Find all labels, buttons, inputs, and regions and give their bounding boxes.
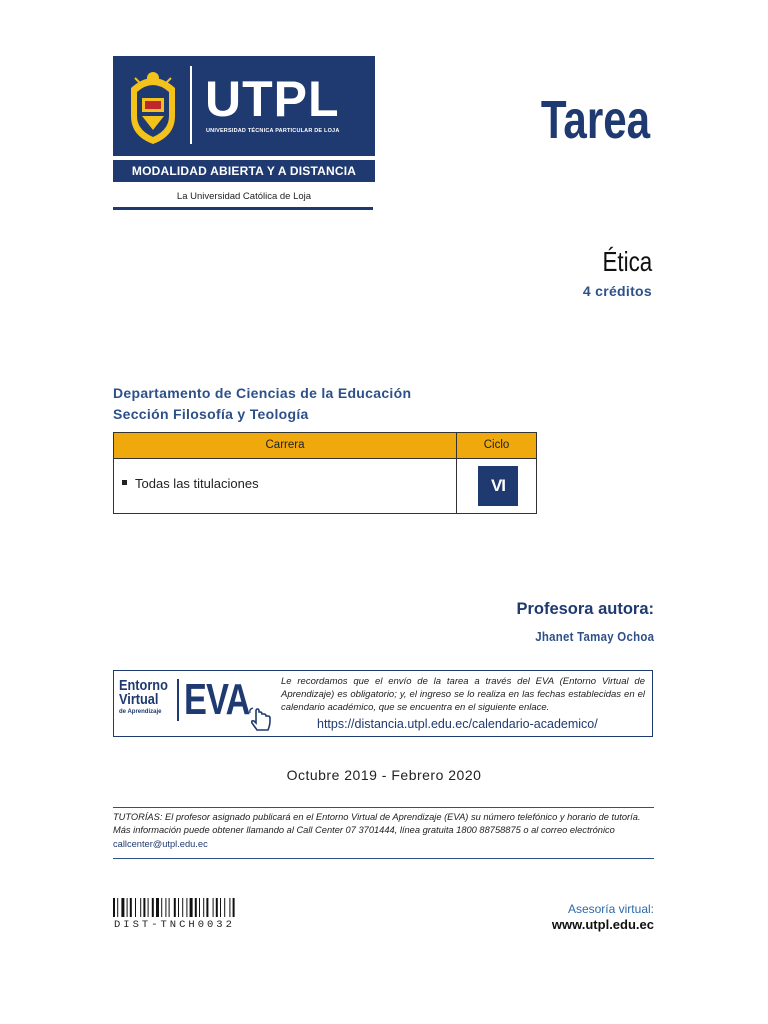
barcode-bar <box>165 898 166 917</box>
barcode-bar <box>233 898 235 917</box>
barcode-bar <box>190 898 193 917</box>
table-header-career: Carrera <box>114 433 457 459</box>
career-list-item <box>122 476 259 491</box>
barcode-bar <box>143 898 145 917</box>
career-label: Todas las titulaciones <box>135 476 259 491</box>
barcode-bar <box>216 898 218 917</box>
table-header-cycle: Ciclo <box>457 433 536 459</box>
barcode-bar <box>140 898 141 917</box>
utpl-shield-icon <box>125 66 181 146</box>
department-name: Departamento de Ciencias de la Educación <box>113 385 412 401</box>
calendar-link[interactable]: https://distancia.utpl.edu.ec/calendario-academico/ <box>317 717 598 731</box>
barcode-bar <box>195 898 197 917</box>
barcode-bar <box>220 898 221 917</box>
barcode-bar <box>182 898 183 917</box>
barcode-bar <box>130 898 132 917</box>
eva-notice <box>113 670 653 737</box>
subject-credits: 4 créditos <box>582 283 652 299</box>
barcode-code: DIST-TNCH0032 <box>114 919 235 931</box>
bullet-icon <box>122 480 127 485</box>
logo-subtitle: UNIVERSIDAD TÉCNICA PARTICULAR DE LOJA <box>206 128 340 134</box>
eva-divider <box>177 679 179 721</box>
callcenter-email-link[interactable]: callcenter@utpl.edu.ec <box>113 839 208 849</box>
barcode-bar <box>186 898 187 917</box>
barcode-bar <box>199 898 200 917</box>
barcode-bar <box>148 898 149 917</box>
department-section: Sección Filosofía y Teología <box>113 406 309 422</box>
barcode-bar <box>117 898 118 917</box>
barcode-bar <box>169 898 170 917</box>
barcode-bar <box>156 898 159 917</box>
barcode-bar <box>229 898 230 917</box>
eva-virtual-label: Virtual <box>119 691 159 708</box>
catolica-tagline: La Universidad Católica de Loja <box>176 191 312 202</box>
tutorias-text: TUTORÍAS: El profesor asignado publicará en el Entorno Virtual de Aprendizaje (EVA) su número telefónico y horario de tutoría. Más información puede obtener llamando al Call Center 07 3701444, línea gratuita 1800 88758875 o al correo electrónico <box>113 812 641 835</box>
barcode <box>113 898 263 918</box>
barcode-bar <box>135 898 136 917</box>
barcode-bar <box>213 898 214 917</box>
barcode-bar <box>174 898 176 917</box>
barcode-bar <box>203 898 204 917</box>
divider-bottom <box>113 858 654 859</box>
barcode-bar <box>113 898 115 917</box>
cycle-badge: VI <box>478 466 518 506</box>
eva-logo-word: EVA <box>184 675 250 724</box>
asesoria-label: Asesoría virtual: <box>567 902 654 916</box>
page-title: Tarea <box>540 90 650 150</box>
author-label: Profesora autora: <box>516 600 654 618</box>
website-link[interactable]: www.utpl.edu.ec <box>551 917 654 932</box>
barcode-bar <box>224 898 225 917</box>
barcode-bar <box>121 898 124 917</box>
logo-underline <box>113 207 373 210</box>
pointing-hand-icon <box>248 707 274 733</box>
divider-top <box>113 807 654 808</box>
eva-message: Le recordamos que el envío de la tarea a través del EVA (Entorno Virtual de Aprendizaje) es obligatorio; y, el ingreso se lo realiza en las fechas establecidas en el calendario académico, que se encuentra en el siguiente enlace. <box>281 676 645 713</box>
career-table <box>113 432 537 514</box>
barcode-bar <box>127 898 128 917</box>
barcode-bar <box>152 898 154 917</box>
barcode-bar <box>178 898 179 917</box>
academic-period: Octubre 2019 - Febrero 2020 <box>286 767 482 783</box>
subject-name: Ética <box>602 246 652 277</box>
table-cell-career <box>114 459 457 513</box>
barcode-bar <box>161 898 162 917</box>
eva-aprendizaje-label: de Aprendizaje <box>119 709 162 715</box>
modalidad-banner: MODALIDAD ABIERTA Y A DISTANCIA <box>113 160 375 182</box>
author-name: Jhanet Tamay Ochoa <box>535 629 654 644</box>
logo-text: UTPL <box>205 71 340 127</box>
barcode-bar <box>206 898 208 917</box>
logo-divider <box>190 66 192 144</box>
eva-entorno-label: Entorno <box>119 677 168 694</box>
